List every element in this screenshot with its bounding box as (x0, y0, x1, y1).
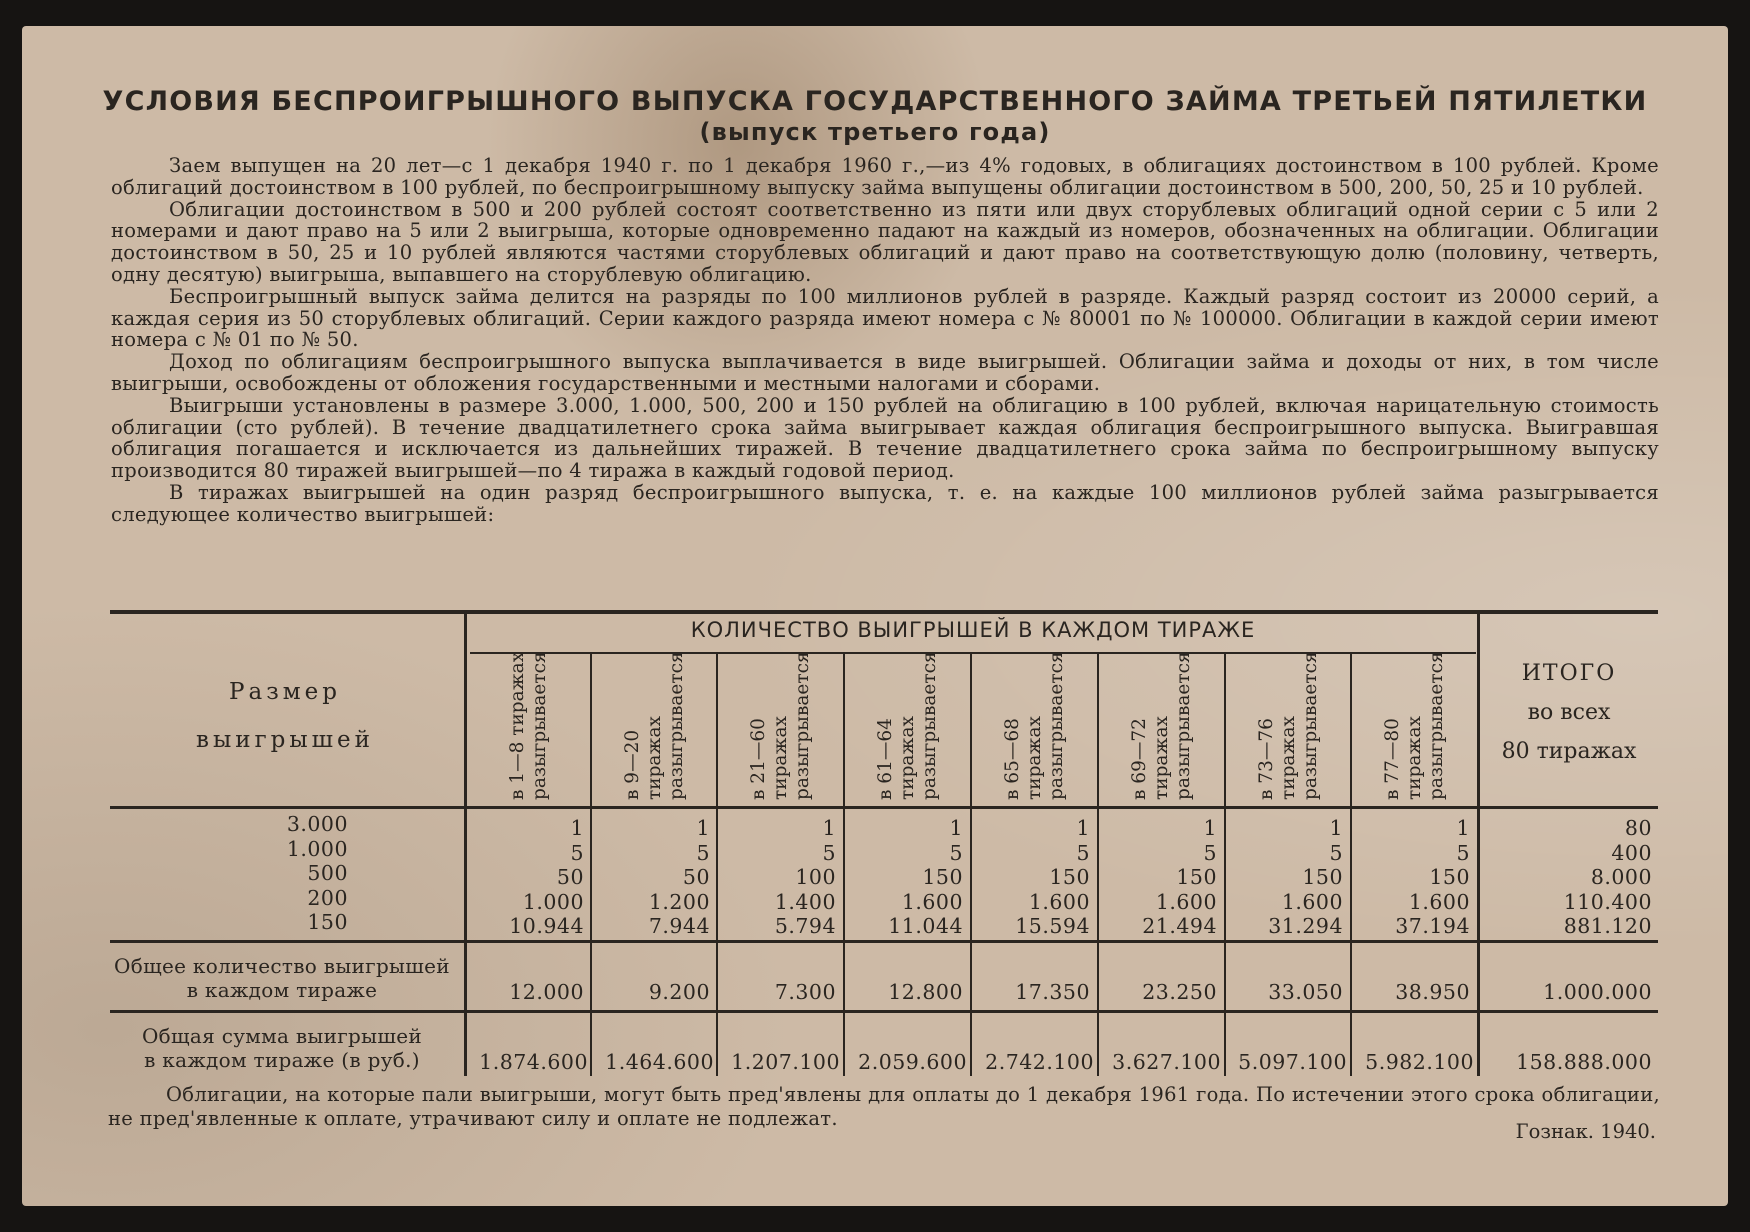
table-cell: 5 (570, 840, 584, 865)
total-cell: 80 (1624, 816, 1652, 840)
column-header: в 77—80 тиражах разыгрывается (1382, 651, 1447, 800)
paragraph: Беспроигрышный выпуск займа делится на разряды по 100 миллионов рублей в разряде. Каждый разряд состоит из 20000 серий, а каждая серия из 50 сторублевых облигаций. Серии каждого разряда имеют номера с № 80001 по № 100000. Облигации в каждой серии имеют номера с № 01 по № 50. (111, 284, 1659, 352)
count-cell: 12.800 (888, 980, 963, 1004)
quantity-header: КОЛИЧЕСТВО ВЫИГРЫШЕЙ В КАЖДОМ ТИРАЖЕ (690, 618, 1256, 642)
sum-cell: 1.874.600 (479, 1050, 588, 1074)
prize-size: 3.000 (286, 812, 348, 836)
table-cell: 50 (556, 865, 584, 889)
sum-cell: 1.207.100 (731, 1050, 840, 1074)
table-cell: 37.194 (1395, 914, 1470, 938)
table-cell: 1.600 (1155, 889, 1217, 914)
table-cell: 31.294 (1268, 914, 1343, 938)
table-cell: 1 (570, 816, 584, 840)
count-cell: 9.200 (648, 980, 710, 1004)
body-bottom-rule (110, 940, 1658, 943)
size-header: Размер выигрышей (196, 679, 374, 753)
column-header: в 61—64 тиражах разыгрывается (875, 651, 940, 800)
table-cell: 150 (922, 865, 963, 889)
sum-row-label: Общая сумма выигрышей в каждом тираже (в руб.) (141, 1024, 423, 1072)
table-cell: 10.944 (509, 914, 584, 938)
prize-size: 200 (307, 885, 348, 910)
table-cell: 1 (1329, 816, 1343, 840)
table-cell: 1 (822, 816, 836, 840)
count-bottom-rule (110, 1010, 1658, 1013)
table-cell: 1.600 (1028, 889, 1090, 914)
conditions-text (111, 155, 1659, 526)
table-cell: 5 (949, 840, 963, 865)
total-header: ИТОГО во всех 80 тиражах (1501, 661, 1637, 764)
total-cell: 110.400 (1563, 889, 1652, 914)
table-cell: 150 (1429, 865, 1470, 889)
sum-cell: 1.464.600 (605, 1050, 714, 1074)
document-subtitle: (выпуск третьего года) (699, 118, 1051, 146)
table-cell: 1 (1456, 816, 1470, 840)
count-cell: 17.350 (1015, 980, 1090, 1004)
column-header: в 9—20 тиражах разыгрывается (622, 651, 687, 800)
table-cell: 150 (1049, 865, 1090, 889)
table-cell: 100 (795, 865, 836, 889)
column-header: в 65—68 тиражах разыгрывается (1002, 651, 1067, 800)
header-bottom-rule (110, 806, 1658, 809)
sum-cell: 2.742.100 (985, 1050, 1094, 1074)
paragraph: Облигации достоинством в 500 и 200 рублей состоят соответственно из пяти или двух сторублевых облигаций одной серии с 5 или 2 номерами и дают право на 5 или 2 выигрыша, которые одновременно падают на каждый из номеров, обозначенных на облигации. Облигации достоинством в 50, 25 и 10 рублей являются частями сторублевых облигаций и дают право на соответствующую долю (половину, четверть, одну десятую) выигрыша, выпавшего на сторублевую облигацию. (111, 197, 1659, 286)
total-cell: 400 (1611, 840, 1652, 865)
table-cell: 1.200 (648, 889, 710, 914)
table-cell: 7.944 (648, 914, 710, 938)
prize-size: 150 (307, 910, 348, 934)
count-cell: 7.300 (774, 980, 836, 1004)
table-cell: 5.794 (774, 914, 836, 938)
table-cell: 5 (696, 840, 710, 865)
table-cell: 1 (1203, 816, 1217, 840)
table-cell: 1.600 (1408, 889, 1470, 914)
table-cell: 5 (1076, 840, 1090, 865)
sum-cell: 5.097.100 (1238, 1050, 1347, 1074)
column-header: в 1—8 тиражах разыгрывается (507, 651, 550, 800)
sum-cell: 2.059.600 (858, 1050, 967, 1074)
total-cell: 881.120 (1563, 914, 1652, 938)
count-cell: 23.250 (1142, 980, 1217, 1004)
document-title: УСЛОВИЯ БЕСПРОИГРЫШНОГО ВЫПУСКА ГОСУДАРСТВЕННОГО ЗАЙМА ТРЕТЬЕЙ ПЯТИЛЕТКИ (102, 86, 1648, 117)
sum-cell: 3.627.100 (1112, 1050, 1221, 1074)
paragraph: Выигрыши установлены в размере 3.000, 1.000, 500, 200 и 150 рублей на облигацию в 100 рублей, включая нарицательную стоимость облигации (сто рублей). В течение двадцатилетнего срока займа выигрывает каждая облигация беспроигрышного выпуска. Выигравшая облигация погашается и исключается из дальнейших тиражей. В течение двадцатилетнего срока займа по беспроигрышному выпуску производится 80 тиражей выигрышей—по 4 тиража в каждый годовой период. (111, 393, 1659, 483)
table-cell: 1 (696, 816, 710, 840)
table-cell: 1.600 (1281, 889, 1343, 914)
table-cell: 1.000 (522, 889, 584, 914)
table-cell: 1.600 (901, 889, 963, 914)
table-top-rule (110, 610, 1658, 614)
table-cell: 5 (822, 840, 836, 865)
table-cell: 5 (1203, 840, 1217, 865)
paragraph: Доход по облигациям беспроигрышного выпуска выплачивается в виде выигрышей. Облигации займа и доходы от них, в том числе выигрыши, освобождены от обложения государственными и местными налогами и сборами. (111, 350, 1659, 395)
paragraph: Заем выпущен на 20 лет—с 1 декабря 1940 г. по 1 декабря 1960 г.,—из 4% годовых, в облигациях достоинством в 100 рублей. Кроме облигаций достоинством в 100 рублей, по беспроигрышному выпуску займа выпущены облигации достоинством в 500, 200, 50, 25 и 10 рублей. (111, 154, 1659, 199)
prize-size: 1.000 (286, 836, 348, 861)
table-cell: 50 (682, 865, 710, 889)
table-cell: 5 (1456, 840, 1470, 865)
count-cell: 33.050 (1268, 980, 1343, 1004)
paragraph: В тиражах выигрышей на один разряд беспроигрышного выпуска, т. е. на каждые 100 миллионов рублей займа разыгрывается следующее количество выигрышей: (111, 480, 1659, 526)
count-cell: 38.950 (1395, 980, 1470, 1004)
count-row-label: Общее количество выигрышей в каждом тираже (114, 954, 450, 1002)
table-cell: 150 (1302, 865, 1343, 889)
count-total-cell: 1.000.000 (1543, 980, 1652, 1004)
table-cell: 11.044 (888, 914, 963, 938)
table-cell: 1 (1076, 816, 1090, 840)
table-cell: 21.494 (1142, 914, 1217, 938)
column-header: в 21—60 тиражах разыгрывается (748, 651, 813, 800)
sum-total-cell: 158.888.000 (1516, 1050, 1652, 1074)
table-cell: 5 (1329, 840, 1343, 865)
table-cell: 15.594 (1015, 914, 1090, 938)
prize-size: 500 (307, 861, 348, 885)
total-cell: 8.000 (1590, 865, 1652, 889)
imprint: Гознак. 1940. (1515, 1120, 1656, 1143)
table-cell: 1 (949, 816, 963, 840)
table-cell: 150 (1176, 865, 1217, 889)
count-cell: 12.000 (509, 980, 584, 1004)
footer-note: Облигации, на которые пали выигрыши, могут быть пред'явлены для оплаты до 1 декабря 1961 года. По истечении этого срока облигации, не пред'явленные к оплате, утрачивают силу и оплате не подлежат. (108, 1083, 1660, 1130)
column-header: в 69—72 тиражах разыгрывается (1129, 651, 1194, 800)
column-header: в 73—76 тиражах разыгрывается (1256, 651, 1321, 800)
sum-cell: 5.982.100 (1365, 1050, 1474, 1074)
table-cell: 1.400 (774, 889, 836, 914)
